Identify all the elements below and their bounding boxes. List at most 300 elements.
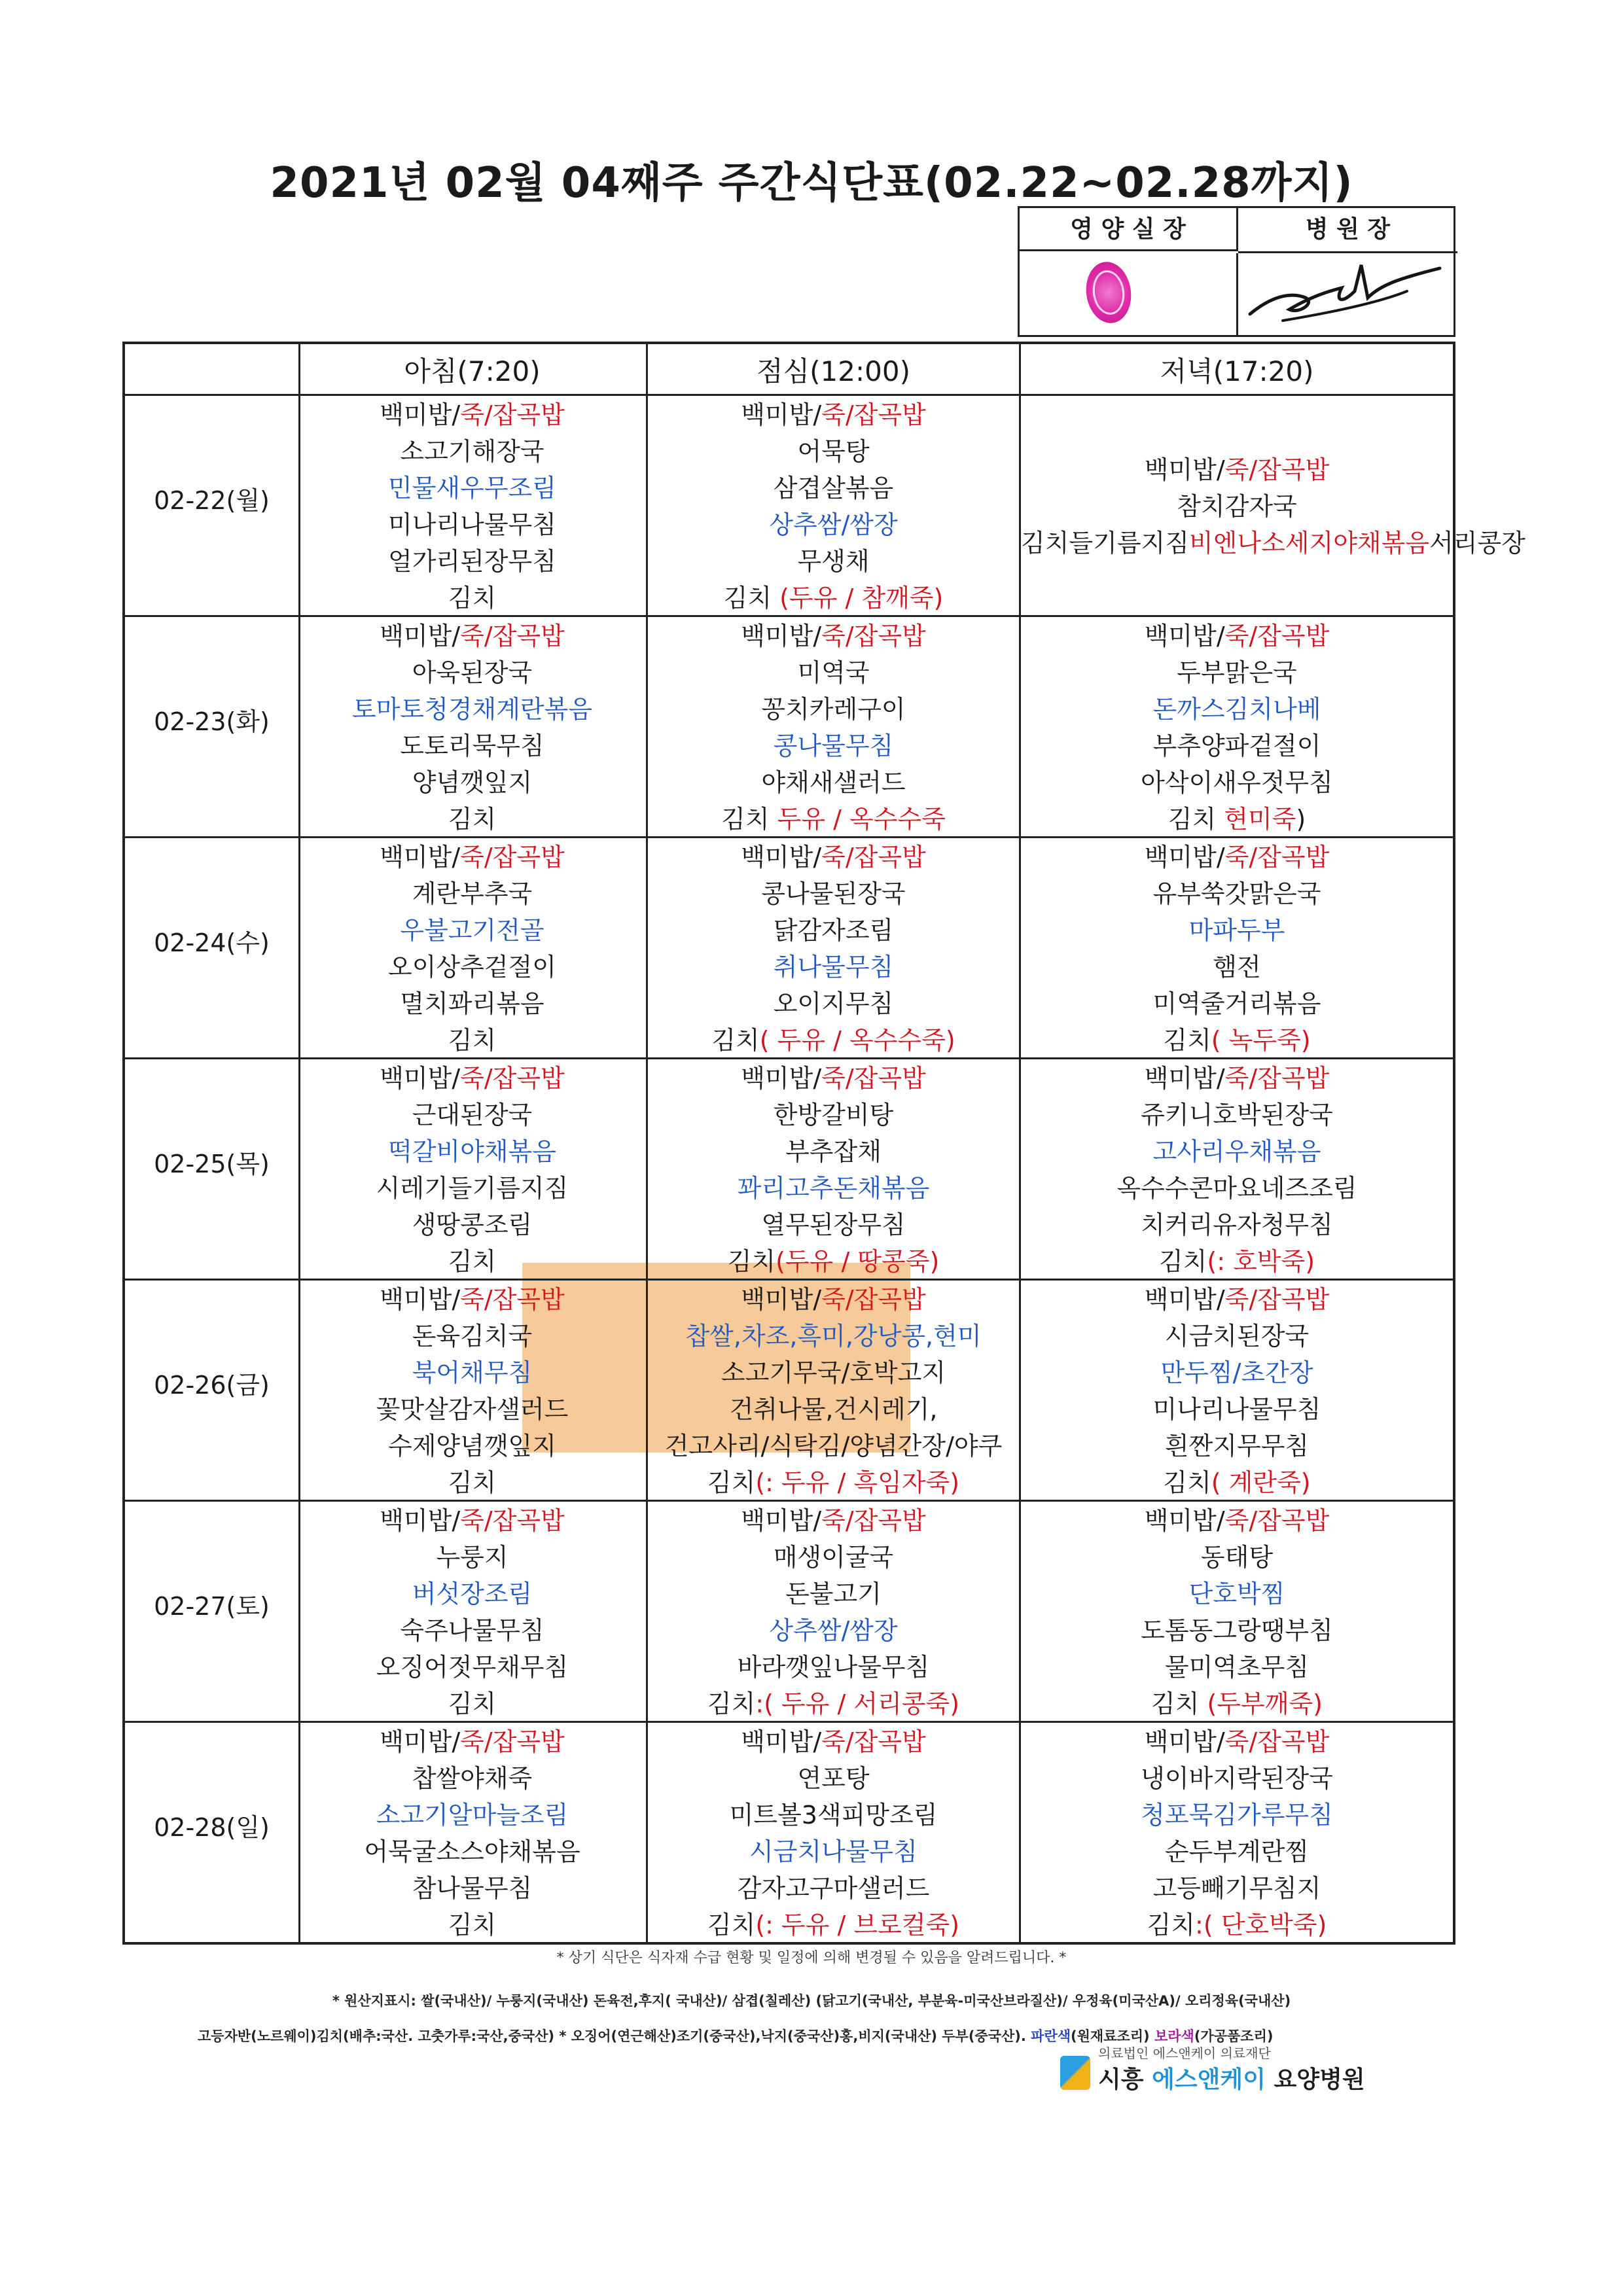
menu-item bbox=[298, 1022, 646, 1059]
menu-item-text: 물미역초무침 bbox=[1164, 1653, 1310, 1682]
menu-item bbox=[298, 1243, 646, 1280]
day-label: 02-22(월) bbox=[154, 486, 270, 515]
menu-item bbox=[648, 1502, 1019, 1539]
menu-item-text: 미트볼3색피망조림 bbox=[729, 1801, 938, 1829]
menu-item-text: 죽/잡곡밥 bbox=[460, 622, 565, 650]
menu-table bbox=[122, 342, 1525, 1945]
menu-item-text: 김치 bbox=[707, 1911, 756, 1939]
menu-item bbox=[1021, 1243, 1453, 1280]
menu-item bbox=[648, 949, 1019, 985]
menu-item bbox=[1021, 1797, 1453, 1833]
day-label: 02-26(금) bbox=[154, 1371, 270, 1400]
menu-item bbox=[648, 1797, 1019, 1833]
menu-item-text: 백미밥/ bbox=[1144, 1285, 1225, 1314]
menu-item bbox=[298, 985, 646, 1022]
menu-item-text: 백미밥/ bbox=[380, 843, 461, 872]
menu-cell-breakfast bbox=[298, 1281, 646, 1501]
menu-cell-dinner bbox=[1021, 618, 1453, 838]
menu-item bbox=[1021, 488, 1453, 525]
menu-item-text: 김치 bbox=[711, 1026, 760, 1055]
menu-item-text: 김치 bbox=[1163, 1026, 1211, 1055]
menu-item bbox=[648, 839, 1019, 875]
menu-item-text: 토마토청경채계란볶음 bbox=[351, 695, 593, 724]
menu-item-text: 미나리나물무침 bbox=[388, 510, 556, 539]
menu-item bbox=[648, 1870, 1019, 1907]
menu-item bbox=[648, 1833, 1019, 1870]
menu-item-text: 죽/잡곡밥 bbox=[1224, 1064, 1330, 1093]
menu-item-text: 근대된장국 bbox=[412, 1101, 533, 1129]
menu-item-text: 시금치된장국 bbox=[1164, 1322, 1310, 1351]
menu-item bbox=[648, 1022, 1019, 1059]
menu-item-text: (두유 / 땅콩죽) bbox=[776, 1247, 940, 1276]
menu-item-text: 죽/잡곡밥 bbox=[821, 1064, 926, 1093]
menu-item-text: 백미밥/ bbox=[380, 1727, 461, 1756]
menu-item bbox=[298, 580, 646, 616]
menu-item-text: 연포탕 bbox=[797, 1764, 870, 1793]
menu-item-text: 숙주나물무침 bbox=[400, 1616, 544, 1645]
menu-item-text: 죽/잡곡밥 bbox=[821, 1285, 926, 1314]
menu-item bbox=[648, 1760, 1019, 1797]
menu-item-text: 마파두부 bbox=[1188, 916, 1285, 945]
menu-cell-breakfast bbox=[298, 397, 646, 616]
menu-item-text: 찹쌀야채죽 bbox=[412, 1764, 533, 1793]
menu-item-text: 민물새우무조림 bbox=[388, 474, 556, 503]
menu-item-text: 바라깻잎나물무침 bbox=[737, 1653, 930, 1682]
menu-item-text: 서리콩장 bbox=[1429, 529, 1525, 557]
menu-item-text: 김치 bbox=[721, 805, 777, 834]
hospital-logo-icon bbox=[1060, 2056, 1090, 2090]
menu-item-text: 백미밥/ bbox=[741, 1064, 822, 1093]
menu-item bbox=[1021, 1133, 1453, 1170]
menu-item bbox=[298, 433, 646, 470]
menu-item bbox=[298, 618, 646, 654]
menu-item-text: 고사리우채볶음 bbox=[1152, 1137, 1321, 1166]
menu-item-text: 버섯장조림 bbox=[412, 1580, 533, 1608]
menu-item bbox=[1021, 1539, 1453, 1576]
menu-item-text: 우불고기전골 bbox=[400, 916, 544, 945]
menu-item bbox=[298, 1649, 646, 1686]
menu-item-text: 김치 bbox=[723, 584, 780, 612]
menu-item-text: 아삭이새우젓무침 bbox=[1141, 768, 1333, 797]
menu-item-text: 고등빼기무침지 bbox=[1152, 1874, 1321, 1903]
menu-cell-lunch bbox=[648, 1060, 1019, 1280]
column-dinner: 저녁(17:20) bbox=[1160, 355, 1314, 387]
menu-item-text: 만두찜 bbox=[1160, 1358, 1233, 1387]
menu-item bbox=[298, 1428, 646, 1464]
menu-item-text: 죽/잡곡밥 bbox=[460, 1064, 565, 1093]
menu-item bbox=[648, 1612, 1019, 1649]
page-title: 2021년 02월 04째주 주간식단표(02.22~02.28까지) bbox=[270, 159, 1353, 207]
menu-item-text: 오징어젓무채무침 bbox=[376, 1653, 569, 1682]
menu-item-text: 백미밥/ bbox=[380, 400, 461, 429]
menu-item-text: 취나물무침 bbox=[773, 953, 894, 981]
menu-item bbox=[298, 728, 646, 764]
menu-item-text: (: 두유 / 브로컬죽) bbox=[755, 1911, 960, 1939]
menu-item-text: 김치 bbox=[448, 1468, 497, 1497]
menu-item-text: 백미밥/ bbox=[380, 1285, 461, 1314]
menu-item bbox=[648, 1723, 1019, 1760]
menu-item bbox=[1021, 912, 1453, 949]
menu-item bbox=[1021, 1281, 1453, 1318]
menu-item bbox=[298, 875, 646, 912]
menu-cell-breakfast bbox=[298, 1723, 646, 1943]
menu-item bbox=[298, 506, 646, 543]
menu-item-text: 흰짠지무무침 bbox=[1164, 1432, 1310, 1460]
menu-item bbox=[648, 506, 1019, 543]
menu-item bbox=[648, 985, 1019, 1022]
menu-item-text: 콩나물된장국 bbox=[761, 879, 906, 908]
menu-item bbox=[648, 1281, 1019, 1318]
menu-cell-breakfast bbox=[298, 1502, 646, 1722]
menu-item-text: :( 두유 / 서리콩죽) bbox=[755, 1689, 960, 1718]
menu-item-text: 미나리나물무침 bbox=[1152, 1395, 1321, 1424]
menu-item bbox=[648, 801, 1019, 838]
menu-item-text: 열무된장무침 bbox=[761, 1210, 906, 1239]
menu-item-text: 백미밥/ bbox=[1144, 1064, 1225, 1093]
menu-item bbox=[1021, 525, 1525, 561]
hospital-name: 시흥 에스앤케이 요양병원 bbox=[1098, 2066, 1365, 2093]
menu-item-text: 죽/잡곡밥 bbox=[460, 843, 565, 872]
approval-dietitian-label: 영 양 실 장 bbox=[1020, 208, 1238, 251]
origin-mid-text: (원재료조리) bbox=[1071, 2028, 1154, 2044]
menu-item-text: 상추쌈/쌈장 bbox=[769, 1616, 898, 1645]
menu-item-text: (두유 / 참깨죽) bbox=[779, 584, 944, 612]
menu-item-text: 양념깻잎지 bbox=[412, 768, 533, 797]
menu-item bbox=[1021, 1502, 1453, 1539]
menu-item-text: 김치 bbox=[1158, 1247, 1207, 1276]
menu-item-text: 현미죽 bbox=[1224, 805, 1296, 834]
menu-item bbox=[1021, 839, 1453, 875]
menu-item-text: 건고사리/식탁김/양념간장/야쿠 bbox=[664, 1432, 1003, 1460]
menu-cell-lunch bbox=[648, 839, 1019, 1059]
menu-item-text: 백미밥/ bbox=[741, 622, 822, 650]
menu-item bbox=[648, 470, 1019, 506]
director-signature bbox=[1243, 252, 1453, 330]
menu-item bbox=[648, 1686, 1019, 1722]
menu-cell-lunch bbox=[648, 397, 1019, 616]
menu-item-text: 치커리유자청무침 bbox=[1141, 1210, 1333, 1239]
menu-item bbox=[648, 875, 1019, 912]
menu-item-text: 한방갈비탕 bbox=[773, 1101, 894, 1129]
menu-item bbox=[298, 543, 646, 580]
menu-item bbox=[298, 1723, 646, 1760]
menu-item bbox=[1021, 1060, 1453, 1097]
menu-item bbox=[1021, 1022, 1453, 1059]
origin-line2-text: 고등자반(노르웨이)김치(배추:국산. 고춧가루:국산,중국산) * 오징어(연근해산)조기(중국산),낙지(중국산)홍,비지(국내산) 두부(중국산). bbox=[198, 2028, 1031, 2044]
menu-item bbox=[1021, 1833, 1453, 1870]
menu-item bbox=[298, 1354, 646, 1391]
menu-item-text: 백미밥/ bbox=[741, 843, 822, 872]
day-label: 02-25(목) bbox=[154, 1150, 270, 1178]
menu-item-text: ) bbox=[1296, 805, 1306, 834]
menu-cell-breakfast bbox=[298, 1060, 646, 1280]
day-label: 02-27(토) bbox=[154, 1592, 270, 1621]
menu-item-text: 김치 bbox=[448, 1911, 497, 1939]
menu-item-text: 꽃맛살감자샐러드 bbox=[376, 1395, 569, 1424]
menu-item bbox=[298, 397, 646, 433]
menu-item-text: 계란부추국 bbox=[412, 879, 533, 908]
menu-cell-breakfast bbox=[298, 839, 646, 1059]
menu-item-text: 두부맑은국 bbox=[1177, 658, 1297, 687]
day-label: 02-24(수) bbox=[154, 928, 270, 957]
menu-item bbox=[1021, 1686, 1453, 1722]
menu-cell-lunch bbox=[648, 1723, 1019, 1943]
menu-item-text: 청포묵김가루무침 bbox=[1141, 1801, 1333, 1829]
menu-item-text: ( 녹두죽) bbox=[1211, 1026, 1311, 1055]
menu-cell-dinner bbox=[1021, 1060, 1453, 1280]
menu-item-text: 도톰동그랑땡부침 bbox=[1141, 1616, 1333, 1645]
menu-item bbox=[648, 912, 1019, 949]
menu-item-text: 죽/잡곡밥 bbox=[460, 1727, 565, 1756]
menu-item-text: 미역줄거리볶음 bbox=[1152, 989, 1321, 1018]
menu-item bbox=[298, 764, 646, 801]
menu-item-text: 죽/잡곡밥 bbox=[821, 1506, 926, 1535]
menu-item bbox=[298, 1133, 646, 1170]
menu-item-text: 유부쑥갓맑은국 bbox=[1152, 879, 1321, 908]
menu-item-text: 김치 bbox=[448, 1689, 497, 1718]
menu-item-text: (: 두유 / 흑임자죽) bbox=[755, 1468, 960, 1497]
menu-item-text: 죽/잡곡밥 bbox=[821, 400, 926, 429]
menu-item-text: 김치 bbox=[448, 584, 497, 612]
menu-item bbox=[1021, 1649, 1453, 1686]
menu-item-text: 참나물무침 bbox=[412, 1874, 533, 1903]
menu-item-text: 꽁치카레구이 bbox=[761, 695, 906, 724]
menu-item bbox=[1021, 728, 1453, 764]
menu-item-text: 김치 bbox=[707, 1689, 756, 1718]
menu-item-text: 죽/잡곡밥 bbox=[1224, 843, 1330, 872]
menu-item-text: 북어채무침 bbox=[412, 1358, 533, 1387]
menu-item bbox=[1021, 654, 1453, 691]
menu-item bbox=[648, 1391, 1019, 1428]
menu-item-text: 부추양파겉절이 bbox=[1152, 732, 1321, 760]
menu-item-text: 생땅콩조림 bbox=[412, 1210, 533, 1239]
menu-item-text: 백미밥/ bbox=[741, 1506, 822, 1535]
menu-item bbox=[1021, 801, 1453, 838]
menu-item-text: 동태탕 bbox=[1200, 1543, 1274, 1572]
hospital-foundation: 의료법인 에스앤케이 의료재단 bbox=[1098, 2045, 1271, 2061]
menu-item-text: 백미밥/ bbox=[1144, 622, 1225, 650]
menu-item-text: 백미밥/ bbox=[1144, 1727, 1225, 1756]
menu-item-text: (두부깨죽) bbox=[1207, 1689, 1323, 1718]
menu-item-text: 냉이바지락된장국 bbox=[1141, 1764, 1333, 1793]
change-notice: * 상기 식단은 식자재 수급 현황 및 일정에 의해 변경될 수 있음을 알려드립니다. * bbox=[556, 1950, 1067, 1966]
menu-item-text: 찹쌀,차조,흑미,강낭콩,현미 bbox=[685, 1322, 982, 1351]
menu-item bbox=[1021, 949, 1453, 985]
origin-info-line1: * 원산지표시: 쌀(국내산)/ 누룽지(국내산) 돈육전,후지( 국내산)/ 삼겹(칠레산) (닭고기(국내산, 부분육-미국산브라질산)/ 우정육(미국산A)/ 오리정육(국내산) bbox=[332, 1993, 1291, 2009]
menu-item bbox=[648, 1907, 1019, 1943]
menu-item bbox=[1021, 1354, 1453, 1391]
column-lunch: 점심(12:00) bbox=[757, 355, 910, 387]
menu-item-text: 어묵굴소스야채볶음 bbox=[364, 1837, 580, 1866]
menu-item bbox=[298, 1318, 646, 1354]
menu-item-text: 쥬키니호박된장국 bbox=[1141, 1101, 1333, 1129]
menu-item-text: (: 호박죽) bbox=[1207, 1247, 1315, 1276]
menu-cell-dinner bbox=[1021, 1281, 1453, 1501]
menu-item-text: 죽/잡곡밥 bbox=[1224, 1506, 1330, 1535]
menu-item bbox=[648, 580, 1019, 616]
menu-item bbox=[298, 1760, 646, 1797]
menu-item bbox=[1021, 1170, 1453, 1207]
menu-item-text: 죽/잡곡밥 bbox=[1224, 622, 1330, 650]
menu-item bbox=[298, 1870, 646, 1907]
menu-item-text: 옥수수콘마요네즈조림 bbox=[1116, 1174, 1357, 1203]
menu-item-text: 돈까스김치나베 bbox=[1152, 695, 1321, 724]
menu-item bbox=[298, 1686, 646, 1722]
menu-cell-lunch bbox=[648, 618, 1019, 838]
menu-item bbox=[1021, 764, 1453, 801]
menu-item bbox=[1021, 1870, 1453, 1907]
menu-cell-dinner bbox=[1021, 1723, 1453, 1943]
menu-item-text: 오이지무침 bbox=[773, 989, 894, 1018]
menu-item-text: 죽/잡곡밥 bbox=[460, 1506, 565, 1535]
menu-item-text: 순두부계란찜 bbox=[1164, 1837, 1310, 1866]
menu-item bbox=[298, 1539, 646, 1576]
menu-item bbox=[298, 1797, 646, 1833]
menu-item bbox=[1021, 1576, 1453, 1612]
menu-item bbox=[648, 1464, 1019, 1501]
menu-item-text: 김치 bbox=[448, 805, 497, 834]
menu-item bbox=[1021, 1097, 1453, 1133]
menu-item bbox=[1021, 451, 1453, 488]
menu-item-text: 죽/잡곡밥 bbox=[460, 1285, 565, 1314]
menu-item-text: 도토리묵무침 bbox=[400, 732, 544, 760]
menu-item-text: 죽/잡곡밥 bbox=[1224, 455, 1330, 484]
menu-cell-dinner bbox=[1021, 451, 1525, 561]
menu-item-text: 매생이굴국 bbox=[773, 1543, 894, 1572]
menu-cell-lunch bbox=[648, 1281, 1019, 1501]
menu-item-text: 돈육김치국 bbox=[412, 1322, 533, 1351]
menu-item bbox=[298, 1207, 646, 1243]
menu-cell-lunch bbox=[648, 1502, 1019, 1722]
menu-item-text: 멸치꽈리볶음 bbox=[400, 989, 544, 1018]
menu-item-text: /초간장 bbox=[1232, 1358, 1313, 1387]
menu-item bbox=[298, 1464, 646, 1501]
menu-item bbox=[1021, 1723, 1453, 1760]
menu-item-text: 어묵탕 bbox=[797, 437, 870, 466]
menu-item bbox=[1021, 618, 1453, 654]
menu-item bbox=[298, 1391, 646, 1428]
menu-item bbox=[1021, 1464, 1453, 1501]
menu-item-text: 콩나물무침 bbox=[773, 732, 894, 760]
menu-item-text: 떡갈비야채볶음 bbox=[388, 1137, 556, 1166]
menu-cell-dinner bbox=[1021, 839, 1453, 1059]
day-label: 02-28(일) bbox=[154, 1813, 270, 1842]
menu-item-text: 무생채 bbox=[797, 547, 870, 576]
menu-item bbox=[298, 801, 646, 838]
menu-item bbox=[648, 618, 1019, 654]
menu-item-text: 죽/잡곡밥 bbox=[460, 400, 565, 429]
menu-item bbox=[1021, 1612, 1453, 1649]
menu-item-text: 수제양념깻잎지 bbox=[388, 1432, 556, 1460]
menu-item-text: 아욱된장국 bbox=[412, 658, 533, 687]
menu-item bbox=[298, 654, 646, 691]
menu-item bbox=[1021, 1207, 1453, 1243]
menu-item bbox=[1021, 1760, 1453, 1797]
menu-item bbox=[298, 1281, 646, 1318]
menu-item-text: 삼겹살볶음 bbox=[773, 474, 894, 503]
menu-item-text: 상추쌈/쌈장 bbox=[769, 510, 898, 539]
menu-item bbox=[1021, 1318, 1453, 1354]
menu-item-text: 얼가리된장무침 bbox=[388, 547, 556, 576]
menu-item bbox=[1021, 691, 1453, 728]
menu-item bbox=[648, 1649, 1019, 1686]
menu-item bbox=[298, 912, 646, 949]
menu-item bbox=[648, 1170, 1019, 1207]
menu-cell-breakfast bbox=[298, 618, 646, 838]
menu-item bbox=[648, 1539, 1019, 1576]
menu-item bbox=[648, 1318, 1019, 1354]
menu-item-text: 비엔나소세지야채볶음 bbox=[1188, 529, 1430, 557]
menu-item bbox=[298, 839, 646, 875]
menu-item-text: ( 계란죽) bbox=[1211, 1468, 1311, 1497]
menu-item bbox=[298, 1612, 646, 1649]
menu-item-text: 김치 bbox=[448, 1026, 497, 1055]
menu-item bbox=[648, 1576, 1019, 1612]
menu-item bbox=[1021, 875, 1453, 912]
menu-item bbox=[298, 470, 646, 506]
menu-item bbox=[648, 728, 1019, 764]
menu-item-text: 김치 bbox=[1147, 1911, 1196, 1939]
menu-item bbox=[648, 543, 1019, 580]
menu-item-text: 김치 bbox=[448, 1247, 497, 1276]
menu-item-text: 닭감자조림 bbox=[773, 916, 894, 945]
menu-item-text: ( 두유 / 옥수수죽) bbox=[759, 1026, 955, 1055]
menu-item bbox=[298, 1097, 646, 1133]
menu-item-text: 오이상추겉절이 bbox=[388, 953, 556, 981]
menu-item-text: 미역국 bbox=[797, 658, 870, 687]
menu-cell-dinner bbox=[1021, 1502, 1453, 1722]
menu-item-text: 소고기해장국 bbox=[400, 437, 544, 466]
menu-item-text: 백미밥/ bbox=[380, 1506, 461, 1535]
menu-item bbox=[298, 1502, 646, 1539]
menu-item-text: 소고기무국/호박고지 bbox=[721, 1358, 946, 1387]
menu-item-text: 김치 bbox=[1151, 1689, 1207, 1718]
menu-item-text: 백미밥/ bbox=[1144, 843, 1225, 872]
menu-item bbox=[648, 433, 1019, 470]
menu-item-text: 백미밥/ bbox=[1144, 1506, 1225, 1535]
menu-item-text: 돈불고기 bbox=[785, 1580, 882, 1608]
menu-item-text: 백미밥/ bbox=[380, 622, 461, 650]
menu-item bbox=[648, 1243, 1019, 1280]
menu-item bbox=[298, 1060, 646, 1097]
menu-item-text: 백미밥/ bbox=[1144, 455, 1225, 484]
menu-item bbox=[648, 1133, 1019, 1170]
origin-blue-label: 파란색 bbox=[1031, 2028, 1071, 2044]
menu-item-text: 백미밥/ bbox=[380, 1064, 461, 1093]
menu-item-text: :( 단호박죽) bbox=[1195, 1911, 1327, 1939]
menu-item-text: 김치 bbox=[1168, 805, 1224, 834]
menu-item bbox=[298, 1907, 646, 1943]
menu-item-text: 김치들기름지짐 bbox=[1021, 529, 1189, 557]
menu-item bbox=[648, 764, 1019, 801]
menu-item-text: 시레기들기름지짐 bbox=[376, 1174, 569, 1203]
menu-item bbox=[648, 691, 1019, 728]
menu-item-text: 건취나물,건시레기, bbox=[729, 1395, 938, 1424]
menu-item-text: 김치 bbox=[1163, 1468, 1211, 1497]
menu-item bbox=[298, 1833, 646, 1870]
menu-item-text: 죽/잡곡밥 bbox=[821, 1727, 926, 1756]
menu-item bbox=[1021, 985, 1453, 1022]
menu-item bbox=[1021, 1391, 1453, 1428]
menu-item bbox=[648, 1097, 1019, 1133]
menu-item bbox=[298, 949, 646, 985]
day-label: 02-23(화) bbox=[154, 707, 270, 736]
menu-item-text: 야채새샐러드 bbox=[761, 768, 906, 797]
menu-item bbox=[648, 1428, 1019, 1464]
menu-item-text: 소고기알마늘조림 bbox=[376, 1801, 569, 1829]
menu-item bbox=[1021, 1907, 1453, 1943]
menu-item-text: 참치감자국 bbox=[1177, 492, 1297, 521]
